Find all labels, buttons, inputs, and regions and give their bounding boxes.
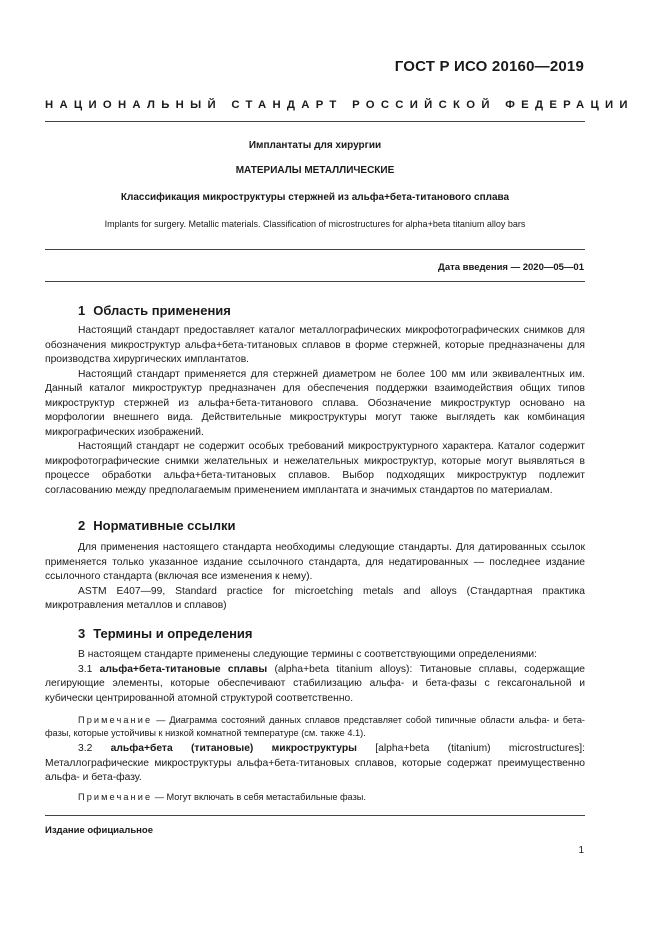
english-title: Implants for surgery. Metallic materials. Classification of microstructures for alpha+beta titanium alloy bars	[104, 219, 526, 229]
term-english: (alpha+beta titanium alloys):	[274, 663, 413, 675]
page-number: 1	[578, 845, 584, 856]
term-3-1	[45, 663, 585, 707]
section-title: Область применения	[93, 303, 231, 318]
title-line-1: Имплантаты для хирургии	[248, 140, 382, 151]
title-line-3: Классификация микроструктуры стержней из альфа+бета-титанового сплава	[120, 192, 510, 203]
section-1-body	[45, 324, 585, 498]
section-title: Термины и определения	[93, 626, 253, 641]
official-edition: Издание официальное	[45, 825, 153, 836]
note-label: Примечание	[78, 792, 153, 802]
term-definition: Титановые сплавы, содержащие легирующие элементы, которые обеспечивают стабилизацию альфа- и бета-фазы с гексагональной и кубически центрированной атомной структурой соответственно.	[45, 663, 585, 704]
note-2	[45, 791, 585, 804]
paragraph: Для применения настоящего стандарта необходимы следующие стандарты. Для датированных ссылок применяется только указанное издание ссылочного стандарта, для недатированных — последнее издание ссылочного стандарта (включая все изменения к нему).	[45, 542, 585, 582]
section-3-heading	[78, 626, 253, 641]
footer-divider	[45, 815, 585, 816]
paragraph: Настоящий стандарт не содержит особых требований микроструктурного характера. Каталог содержит микрофотографические снимки желательных и нежелательных микроструктур, которые могут выявляться в процессе обработки альфа+бета-титановых сплавов. Выбор подходящих микроструктур подлежит согласованию между предполагаемым применением имплантата и значимых стандартов по материалам.	[45, 441, 585, 496]
introduction-date: Дата введения — 2020—05—01	[438, 262, 584, 273]
title-line-2: МАТЕРИАЛЫ МЕТАЛЛИЧЕСКИЕ	[235, 165, 395, 176]
term-name: альфа+бета (титановые) микроструктуры	[110, 743, 357, 754]
header-divider	[45, 121, 585, 122]
section-2-heading	[78, 518, 235, 533]
paragraph: Настоящий стандарт применяется для стержней диаметром не более 100 мм или эквивалентных им. Данный каталог микроструктур предназначен для обеспечения поддержки взаимодействия общих типов микроструктур стержней из альфа+бета-титанового сплава. Обозначение микроструктур основано на морфологии внешнего вида. Действительные микроструктуры могут также выглядеть как комбинация микрографических изображений.	[45, 368, 585, 438]
section-2-body	[45, 541, 585, 614]
standard-number: ГОСТ Р ИСО 20160—2019	[394, 58, 584, 75]
term-number: 3.1	[78, 663, 93, 675]
title-divider	[45, 249, 585, 250]
section-3-term-2	[45, 742, 585, 786]
section-3-intro	[45, 648, 585, 706]
term-english: [alpha+beta (titanium) microstructures]:	[375, 743, 585, 754]
paragraph: ASTM E407—99, Standard practice for microetching metals and alloys (Стандартная практика микротравления металлов и сплавов)	[45, 585, 585, 611]
note-text: — Диаграмма состояний данных сплавов представляет собой типичные области альфа- и бета-фазы, которые устойчивы к низкой комнатной температуре (см. также 4.1).	[45, 715, 585, 738]
section-title: Нормативные ссылки	[93, 518, 236, 533]
paragraph: В настоящем стандарте применены следующие термины с соответствующими определениями:	[78, 649, 538, 660]
national-standard-banner: НАЦИОНАЛЬНЫЙ СТАНДАРТ РОССИЙСКОЙ ФЕДЕРАЦИИ	[45, 99, 634, 111]
note-1	[45, 714, 585, 740]
term-definition: Металлографические микроструктуры альфа+бета-титановых сплавов, которые содержат преимущественно альфа- и бета-фазу.	[45, 757, 585, 783]
term-number: 3.2	[78, 743, 93, 754]
section-number: 1	[78, 303, 86, 318]
paragraph: Настоящий стандарт предоставляет каталог металлографических микрофотографических снимков для обозначения микроструктур альфа+бета-титановых сплавов в форме стержней, которые предназначены для производства хирургических имплантатов.	[45, 325, 585, 365]
note-text: — Могут включать в себя метастабильные фазы.	[154, 792, 366, 802]
note-label: Примечание	[78, 715, 153, 725]
term-3-2	[45, 742, 585, 786]
section-number: 3	[78, 626, 86, 641]
section-1-heading	[78, 303, 231, 318]
term-name: альфа+бета-титановые сплавы	[99, 663, 268, 675]
date-divider	[45, 281, 585, 282]
section-number: 2	[78, 518, 86, 533]
